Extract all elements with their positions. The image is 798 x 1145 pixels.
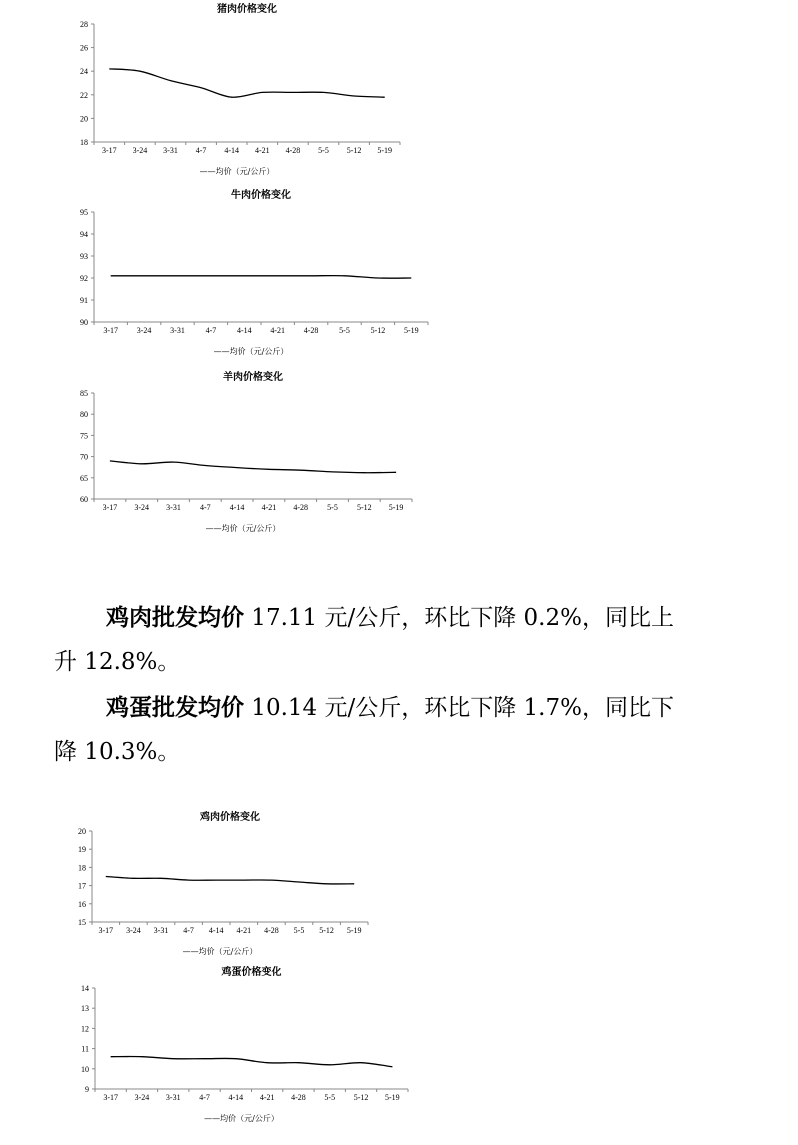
y-tick-label: 20 [80, 114, 88, 124]
x-tick-label: 5-5 [318, 146, 329, 155]
y-tick-label: 28 [80, 20, 88, 29]
legend: ——均价（元/公斤） [213, 347, 289, 356]
chicken-lead: 鸡肉批发均价 [106, 604, 244, 631]
x-tick-label: 4-7 [183, 926, 194, 935]
y-tick-label: 90 [80, 318, 88, 327]
x-tick-label: 5-12 [370, 326, 386, 335]
y-tick-label: 92 [80, 274, 88, 283]
chart-title: 猪肉价格变化 [217, 4, 277, 15]
x-tick-label: 4-28 [303, 326, 319, 335]
y-tick-label: 10 [81, 1064, 89, 1074]
y-tick-label: 15 [78, 918, 86, 927]
x-tick-label: 5-19 [385, 1093, 400, 1102]
x-tick-label: 5-19 [403, 326, 419, 335]
x-tick-label: 4-28 [264, 926, 279, 935]
chart-title: 羊肉价格变化 [223, 372, 283, 383]
y-tick-label: 85 [80, 389, 88, 398]
x-tick-label: 5-5 [327, 503, 338, 512]
x-tick-label: 3-31 [153, 926, 169, 935]
x-tick-label: 5-19 [346, 926, 362, 935]
x-tick-label: 4-21 [270, 326, 286, 335]
x-tick-label: 3-17 [103, 1093, 118, 1102]
x-tick-label: 3-24 [134, 503, 150, 512]
legend: ——均价（元/公斤） [205, 524, 281, 533]
x-tick-label: 3-17 [101, 146, 117, 155]
x-tick-label: 5-19 [388, 503, 404, 512]
y-tick-label: 11 [81, 1044, 89, 1054]
x-tick-label: 3-17 [98, 926, 114, 935]
chart-title: 鸡肉价格变化 [200, 812, 260, 823]
y-tick-label: 24 [80, 67, 88, 77]
x-tick-label: 4-7 [199, 503, 211, 512]
y-tick-label: 12 [81, 1024, 89, 1034]
chicken-paragraph [54, 596, 754, 684]
x-tick-label: 3-31 [166, 503, 181, 512]
y-tick-label: 75 [80, 431, 88, 441]
y-tick-label: 93 [80, 252, 88, 261]
x-tick-label: 5-5 [293, 926, 305, 935]
x-tick-label: 4-21 [259, 1093, 275, 1102]
x-tick-label: 3-24 [136, 326, 152, 335]
y-tick-label: 9 [85, 1085, 89, 1094]
y-tick-label: 20 [78, 827, 86, 836]
x-tick-label: 4-21 [236, 926, 252, 935]
y-tick-label: 91 [80, 296, 88, 305]
x-tick-label: 4-21 [261, 503, 277, 512]
x-tick-label: 4-14 [229, 503, 245, 512]
y-tick-label: 60 [80, 495, 88, 504]
y-tick-label: 16 [78, 899, 86, 909]
x-tick-label: 3-24 [134, 1093, 150, 1102]
y-tick-label: 94 [80, 230, 88, 239]
y-tick-label: 70 [80, 452, 88, 462]
x-tick-label: 5-5 [324, 1093, 336, 1102]
x-tick-label: 3-24 [126, 926, 141, 935]
egg-detail: 10.14 元/公斤，环比下降 1.7%，同比下 [244, 695, 674, 721]
x-tick-label: 5-19 [377, 146, 393, 155]
x-tick-label: 3-17 [102, 503, 118, 512]
series-line [111, 1057, 393, 1067]
x-tick-label: 5-12 [356, 503, 372, 512]
chicken-line-1 [54, 596, 754, 640]
chicken-line-2: 升 12.8%。 [54, 649, 181, 675]
x-tick-label: 4-21 [254, 146, 270, 155]
y-tick-label: 14 [81, 984, 89, 993]
x-tick-label: 4-28 [291, 1093, 306, 1102]
x-tick-label: 4-7 [199, 1093, 210, 1102]
chart-title: 鸡蛋价格变化 [221, 967, 282, 978]
x-tick-label: 4-28 [285, 146, 301, 155]
x-tick-label: 3-17 [103, 326, 119, 335]
x-tick-label: 4-14 [224, 146, 240, 155]
x-tick-label: 3-31 [170, 326, 185, 335]
egg-paragraph [54, 686, 754, 774]
y-tick-label: 13 [81, 1004, 89, 1014]
x-tick-label: 4-7 [195, 146, 207, 155]
x-tick-label: 4-14 [208, 926, 224, 935]
x-tick-label: 4-7 [205, 326, 217, 335]
chart-title: 牛肉价格变化 [231, 190, 291, 201]
egg-lead: 鸡蛋批发均价 [106, 694, 244, 721]
legend: ——均价（元/公斤） [204, 1114, 279, 1123]
egg-line-1 [54, 686, 754, 730]
x-tick-label: 5-12 [353, 1093, 369, 1102]
y-tick-label: 26 [80, 43, 88, 53]
y-tick-label: 65 [80, 473, 88, 483]
x-tick-label: 3-31 [163, 146, 178, 155]
y-tick-label: 17 [78, 881, 86, 891]
x-tick-label: 4-14 [228, 1093, 244, 1102]
x-tick-label: 4-28 [293, 503, 309, 512]
y-tick-label: 22 [80, 90, 88, 100]
x-tick-label: 5-12 [346, 146, 362, 155]
y-tick-label: 80 [80, 410, 88, 420]
egg-line-2: 降 10.3%。 [54, 739, 181, 765]
x-tick-label: 3-24 [132, 146, 148, 155]
x-tick-label: 3-31 [165, 1093, 181, 1102]
x-tick-label: 5-12 [319, 926, 334, 935]
legend: ——均价（元/公斤） [199, 167, 275, 176]
y-tick-label: 19 [78, 845, 86, 855]
y-tick-label: 18 [78, 863, 86, 873]
y-tick-label: 95 [80, 208, 88, 217]
chicken-detail: 17.11 元/公斤，环比下降 0.2%，同比上 [244, 605, 674, 631]
y-tick-label: 18 [80, 138, 88, 147]
legend: ——均价（元/公斤） [182, 947, 258, 956]
x-tick-label: 5-5 [339, 326, 350, 335]
x-tick-label: 4-14 [236, 326, 252, 335]
